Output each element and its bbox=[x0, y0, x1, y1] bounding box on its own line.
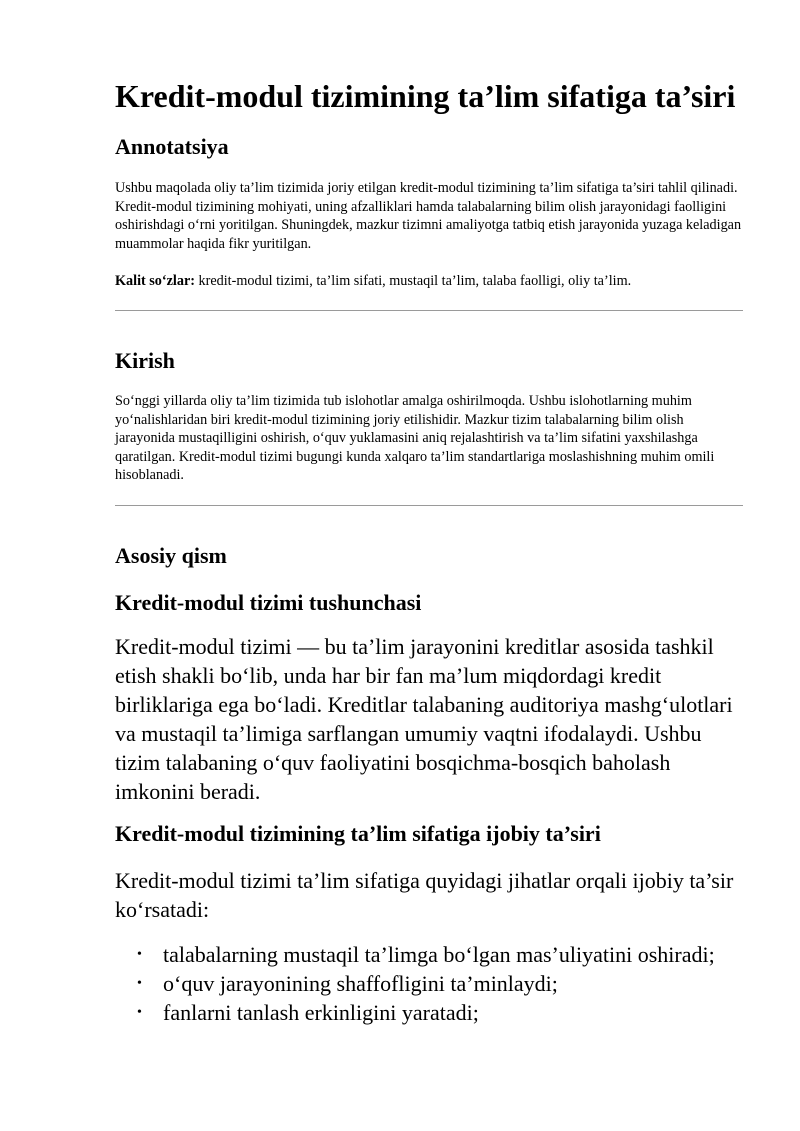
positive-effects-list bbox=[115, 940, 743, 1027]
list-item-text: fanlarni tanlash erkinligini yaratadi; bbox=[163, 1000, 479, 1025]
section-divider bbox=[115, 505, 743, 506]
bullet-icon: • bbox=[137, 947, 142, 962]
keywords-label: Kalit so‘zlar: bbox=[115, 273, 195, 289]
annotation-paragraph: Ushbu maqolada oliy ta’lim tizimida joriy etilgan kredit-modul tizimining ta’lim sifatiga ta’siri tahlil qilinadi. Kredit-modul tizimining mohiyati, uning afzalliklari hamda talabalarning bilim olish jarayonidagi faolligini oshirishdagi o‘rni yoritilgan. Shuningdek, mazkur tizimni amaliyotga tatbiq etish jarayonida yuzaga keladigan muammolar haqida fikr yuritilgan. bbox=[115, 180, 742, 252]
introduction-heading: Kirish bbox=[115, 348, 175, 373]
positive-effects-intro: Kredit-modul tizimi ta’lim sifatiga quyidagi jihatlar orqali ijobiy ta’sir ko‘rsatadi: bbox=[115, 868, 734, 922]
list-item-text: talabalarning mustaqil ta’limga bo‘lgan mas’uliyatini oshiradi; bbox=[163, 942, 715, 967]
article-title: Kredit-modul tizimining ta’lim sifatiga ta’siri bbox=[115, 78, 736, 114]
bullet-icon: • bbox=[137, 976, 142, 991]
list-item bbox=[115, 969, 743, 998]
positive-effects-heading: Kredit-modul tizimining ta’lim sifatiga ijobiy ta’siri bbox=[115, 821, 601, 846]
bullet-icon: • bbox=[137, 1005, 142, 1020]
list-item-text: o‘quv jarayonining shaffofligini ta’minlaydi; bbox=[163, 971, 558, 996]
introduction-paragraph: So‘nggi yillarda oliy ta’lim tizimida tub islohotlar amalga oshirilmoqda. Ushbu islohotlarning muhim yo‘nalishlaridan biri kredit-modul tizimining joriy etilishidir. Mazkur tizim talabalarning bilim olish jarayonida mustaqilligini oshirish, o‘quv yuklamasini aniq rejalashtirish va ta’lim sifatini yaxshilashga qaratilgan. Kredit-modul tizimi bugungi kunda xalqaro ta’lim standartlariga moslashishning muhim omili hisoblanadi. bbox=[115, 393, 715, 484]
concept-heading: Kredit-modul tizimi tushunchasi bbox=[115, 590, 422, 615]
annotation-heading: Annotatsiya bbox=[115, 134, 229, 159]
keywords-paragraph bbox=[115, 272, 743, 291]
keywords-text: kredit-modul tizimi, ta’lim sifati, mustaqil ta’lim, talaba faolligi, oliy ta’lim. bbox=[194, 273, 632, 289]
list-item bbox=[115, 940, 743, 969]
main-heading: Asosiy qism bbox=[115, 543, 227, 568]
section-divider bbox=[115, 310, 743, 311]
list-item bbox=[115, 998, 743, 1027]
concept-paragraph: Kredit-modul tizimi — bu ta’lim jarayonini kreditlar asosida tashkil etish shakli bo‘lib, unda har bir fan ma’lum miqdordagi kredit birliklariga ega bo‘ladi. Kreditlar talabaning auditoriya mashg‘ulotlari va mustaqil ta’limiga sarflangan umumiy vaqtni ifodalaydi. Ushbu tizim talabaning o‘quv faoliyatini bosqichma-bosqich baholash imkonini beradi. bbox=[115, 634, 733, 804]
